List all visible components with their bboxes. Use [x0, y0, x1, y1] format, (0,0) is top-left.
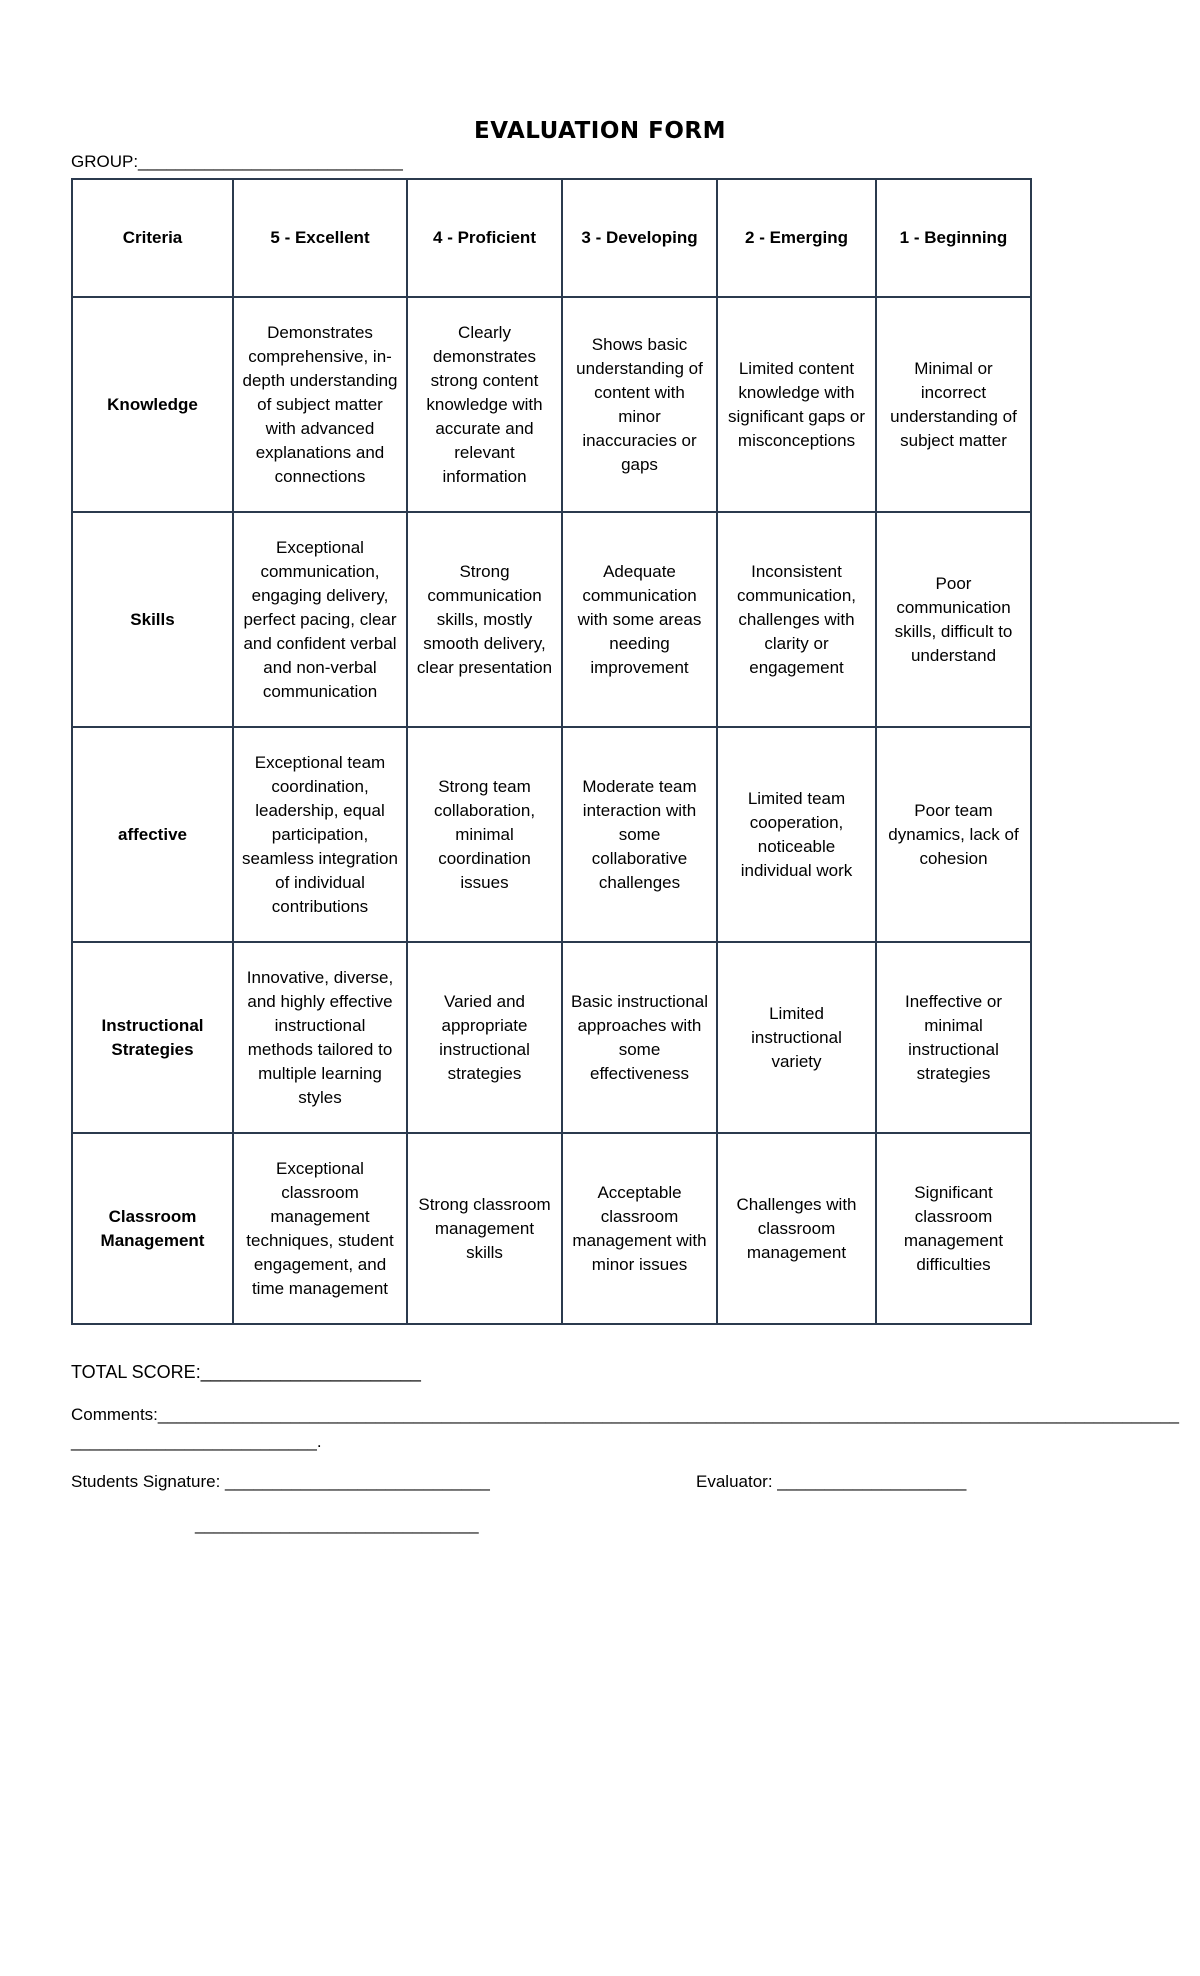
form-title: EVALUATION FORM [474, 118, 726, 144]
rubric-cell: Strong classroom management skills [407, 1133, 562, 1324]
rubric-cell: Clearly demonstrates strong content knowledge with accurate and relevant information [407, 297, 562, 512]
rubric-table [71, 178, 1032, 1325]
rubric-cell: Exceptional communication, engaging delivery, perfect pacing, clear and confident verbal and non-verbal communication [233, 512, 407, 727]
criteria-cell: Knowledge [72, 297, 233, 512]
row-instructional-strategies [72, 942, 1031, 1133]
rubric-cell: Basic instructional approaches with some effectiveness [562, 942, 717, 1133]
rubric-cell: Significant classroom management difficulties [876, 1133, 1031, 1324]
evaluator-field: Evaluator: ____________________ [696, 1472, 967, 1491]
rubric-cell: Challenges with classroom management [717, 1133, 876, 1324]
comments-field-continuation: __________________________. [71, 1432, 322, 1451]
rubric-cell: Adequate communication with some areas needing improvement [562, 512, 717, 727]
header-criteria: Criteria [72, 179, 233, 297]
rubric-header-row [72, 179, 1031, 297]
header-emerging: 2 - Emerging [717, 179, 876, 297]
rubric-cell: Poor communication skills, difficult to understand [876, 512, 1031, 727]
rubric-cell: Acceptable classroom management with minor issues [562, 1133, 717, 1324]
rubric-cell: Inconsistent communication, challenges with clarity or engagement [717, 512, 876, 727]
criteria-cell: affective [72, 727, 233, 942]
rubric-cell: Innovative, diverse, and highly effective instructional methods tailored to multiple learning styles [233, 942, 407, 1133]
rubric-cell: Varied and appropriate instructional strategies [407, 942, 562, 1133]
rubric-cell: Demonstrates comprehensive, in-depth understanding of subject matter with advanced explanations and connections [233, 297, 407, 512]
criteria-cell: Classroom Management [72, 1133, 233, 1324]
total-score-field: TOTAL SCORE:______________________ [71, 1362, 421, 1382]
row-affective [72, 727, 1031, 942]
header-proficient: 4 - Proficient [407, 179, 562, 297]
rubric-cell: Moderate team interaction with some collaborative challenges [562, 727, 717, 942]
rubric-cell: Limited team cooperation, noticeable individual work [717, 727, 876, 942]
rubric-cell: Ineffective or minimal instructional strategies [876, 942, 1031, 1133]
header-beginning: 1 - Beginning [876, 179, 1031, 297]
students-signature-field: Students Signature: ____________________________ [71, 1472, 490, 1491]
row-skills [72, 512, 1031, 727]
criteria-cell: Skills [72, 512, 233, 727]
group-field: GROUP:____________________________ [71, 152, 403, 171]
rubric-cell: Shows basic understanding of content with minor inaccuracies or gaps [562, 297, 717, 512]
row-classroom-management [72, 1133, 1031, 1324]
row-knowledge [72, 297, 1031, 512]
rubric-cell: Strong communication skills, mostly smooth delivery, clear presentation [407, 512, 562, 727]
signature-line: ______________________________ [195, 1515, 479, 1534]
rubric-cell: Exceptional classroom management techniques, student engagement, and time management [233, 1133, 407, 1324]
rubric-cell: Exceptional team coordination, leadership, equal participation, seamless integration of individual contributions [233, 727, 407, 942]
rubric-cell: Limited instructional variety [717, 942, 876, 1133]
comments-field: Comments:____________________________________________________________________________________________________________ [71, 1405, 1180, 1424]
rubric-cell: Poor team dynamics, lack of cohesion [876, 727, 1031, 942]
header-developing: 3 - Developing [562, 179, 717, 297]
criteria-cell: Instructional Strategies [72, 942, 233, 1133]
rubric-cell: Limited content knowledge with significant gaps or misconceptions [717, 297, 876, 512]
rubric-cell: Minimal or incorrect understanding of subject matter [876, 297, 1031, 512]
rubric-cell: Strong team collaboration, minimal coordination issues [407, 727, 562, 942]
header-excellent: 5 - Excellent [233, 179, 407, 297]
